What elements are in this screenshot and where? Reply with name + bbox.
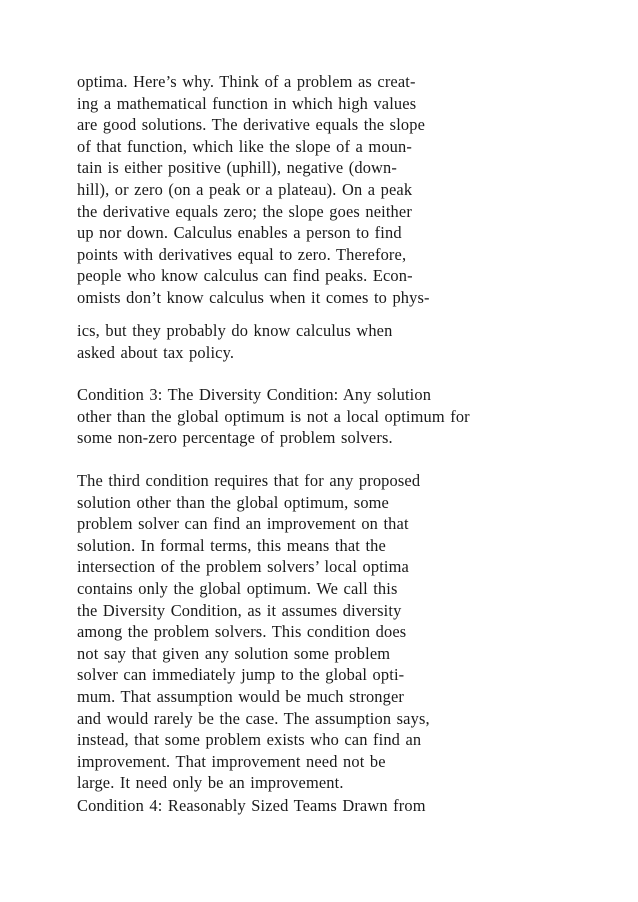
text-line: Condition 3: The Diversity Condition: Any solution xyxy=(77,385,432,404)
text-line: and would rarely be the case. The assumption says, xyxy=(77,708,430,728)
text-line: mum. That assumption would be much stronger xyxy=(77,686,405,706)
text-line: are good solutions. The derivative equals the slope xyxy=(77,115,426,135)
paragraph-calculus-peaks xyxy=(77,71,430,309)
text-line: instead, that some problem exists who can find an xyxy=(77,730,422,750)
text-line: hill), or zero (on a peak or a plateau). On a peak xyxy=(77,179,413,199)
text-line: large. It need only be an improvement. xyxy=(77,773,344,793)
text-line: problem solver can find an improvement on that xyxy=(77,514,409,534)
text-line: solution. In formal terms, this means that the xyxy=(77,535,386,555)
text-line: points with derivatives equal to zero. Therefore, xyxy=(77,244,407,264)
text-line: solution other than the global optimum, some xyxy=(77,492,389,512)
paragraph-diversity-condition xyxy=(77,470,430,794)
text-line: asked about tax policy. xyxy=(77,342,235,362)
text-line: contains only the global optimum. We call this xyxy=(77,578,398,598)
text-line: people who know calculus can find peaks. Econ- xyxy=(77,266,413,286)
text-line: not say that given any solution some problem xyxy=(77,643,391,663)
text-line: intersection of the problem solvers’ local optima xyxy=(77,557,409,577)
text-line: ics, but they probably do know calculus when xyxy=(77,321,393,340)
condition-4-heading xyxy=(77,795,426,817)
text-line: Condition 4: Reasonably Sized Teams Drawn from xyxy=(77,796,426,815)
text-line: of that function, which like the slope of a moun- xyxy=(77,136,412,156)
text-line: optima. Here’s why. Think of a problem as creat- xyxy=(77,72,416,91)
text-line: the Diversity Condition, as it assumes diversity xyxy=(77,600,402,620)
text-line: omists don’t know calculus when it comes to phys- xyxy=(77,287,430,307)
text-line: solver can immediately jump to the global opti- xyxy=(77,665,405,685)
text-line: other than the global optimum is not a local optimum for xyxy=(77,406,470,426)
text-line: ing a mathematical function in which high values xyxy=(77,93,417,113)
text-line: The third condition requires that for any proposed xyxy=(77,471,421,490)
text-line: the derivative equals zero; the slope goes neither xyxy=(77,201,412,221)
condition-3-statement xyxy=(77,384,470,449)
text-line: up nor down. Calculus enables a person to find xyxy=(77,223,402,243)
text-line: among the problem solvers. This condition does xyxy=(77,622,407,642)
text-line: some non-zero percentage of problem solvers. xyxy=(77,428,393,448)
paragraph-tax-policy xyxy=(77,320,392,363)
text-line: improvement. That improvement need not be xyxy=(77,751,386,771)
text-line: tain is either positive (uphill), negative (down- xyxy=(77,158,397,178)
